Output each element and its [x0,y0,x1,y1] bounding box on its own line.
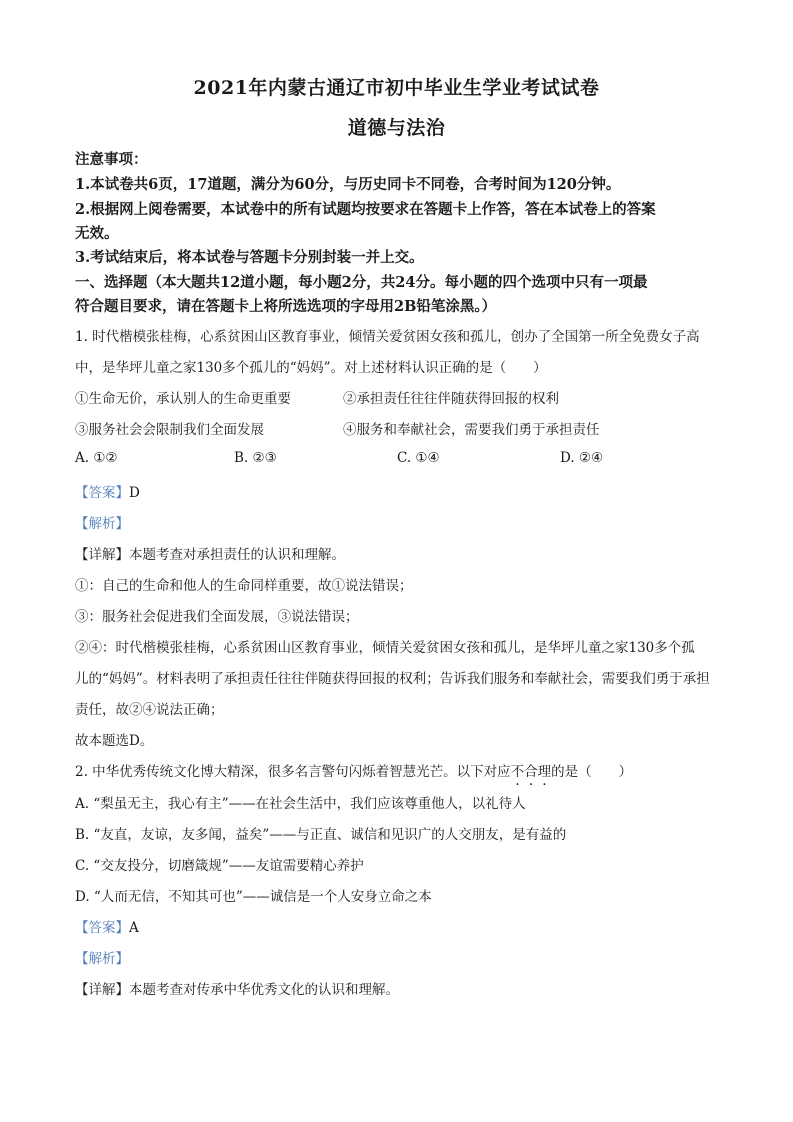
section-heading-line1: 一、选择题（本大题共12道小题，每小题2分，共24分。每小题的四个选项中只有一项最 [75,274,648,291]
detail-text: 本题考查对传承中华优秀文化的认识和理解。 [129,982,399,998]
q2-detail [75,978,399,998]
answer-tag: 【答案】 [75,485,129,501]
exam-title: 2021年内蒙古通辽市初中毕业生学业考试试卷 [193,77,600,99]
q1-explanation-3: ②④：时代楷模张桂梅，心系贫困山区教育事业，倾情关爱贫困女孩和孤儿，是华坪儿童之家130多个孤 [75,640,695,656]
q1-statement-2: ②承担责任往往伴随获得回报的权利 [343,391,559,407]
q1-stem-line2: 中，是华坪儿童之家130多个孤儿的“妈妈”。对上述材料认识正确的是（ ） [75,360,547,376]
q2-option-b: B. “友直，友谅，友多闻，益矣”——与正直、诚信和见识广的人交朋友，是有益的 [75,827,567,843]
q2-option-c: C. “交友投分，切磨箴规”——友谊需要精心养护 [75,858,364,874]
q2-emphasis-char-3: 理 [537,764,552,780]
notice-item-1: 1.本试卷共6页，17道题，满分为60分，与历史同卡不同卷，合考时间为120分钟。 [75,176,621,193]
q1-explanation-2: ③：服务社会促进我们全面发展，③说法错误； [75,609,359,625]
subject-title: 道德与法治 [347,117,446,139]
answer-value: A [129,920,139,936]
q2-emphasis-char-1: 不 [510,764,525,780]
q1-statement-3: ③服务社会会限制我们全面发展 [75,422,264,438]
detail-text: 本题考查对承担责任的认识和理解。 [129,547,345,563]
q1-stem-line1: 1. 时代楷模张桂梅，心系贫困山区教育事业，倾情关爱贫困女孩和孤儿，创办了全国第一所全免费女子高 [75,329,700,345]
q1-option-d: D. ②④ [560,450,604,466]
notice-item-2-cont: 无效。 [75,225,119,242]
q2-stem-before: 2. 中华优秀传统文化博大精深，很多名言警句闪烁着智慧光芒。以下对应 [75,764,511,780]
q2-analysis-tag [75,947,129,967]
q1-option-c: C. ①④ [397,450,440,466]
q1-detail [75,543,345,563]
section-heading-line2: 符合题目要求，请在答题卡上将所选选项的字母用2B铅笔涂黑。） [75,298,497,315]
notice-item-2: 2.根据网上阅卷需要，本试卷中的所有试题均按要求在答题卡上作答，答在本试卷上的答案 [75,201,656,218]
q1-explanation-5: 责任，故②④说法正确； [75,702,224,718]
q2-stem [75,760,632,780]
answer-tag: 【答案】 [75,920,129,936]
analysis-tag: 【解析】 [75,516,129,532]
q1-statement-1: ①生命无价，承认别人的生命更重要 [75,391,291,407]
q2-option-d: D. “人而无信，不知其可也”——诚信是一个人安身立命之本 [75,889,432,905]
q1-answer [75,481,140,501]
q2-option-a: A. “梨虽无主，我心有主”——在社会生活中，我们应该尊重他人，以礼待人 [75,796,526,812]
q1-analysis-tag [75,512,129,532]
detail-tag: 【详解】 [75,982,129,998]
q1-conclusion: 故本题选D。 [75,733,154,749]
q2-stem-after: 的是（ ） [551,764,633,780]
analysis-tag: 【解析】 [75,951,129,967]
q1-explanation-4: 儿的“妈妈”。材料表明了承担责任往往伴随获得回报的权利；告诉我们服务和奉献社会，需要我们勇于承担 [75,671,710,687]
notice-item-3: 3.考试结束后，将本试卷与答题卡分别封装一并上交。 [75,249,424,266]
notice-heading: 注意事项： [75,151,148,168]
q2-emphasis-char-2: 合 [524,764,538,780]
q1-option-b: B. ②③ [234,450,277,466]
q1-option-a: A. ①② [75,450,118,466]
q1-explanation-1: ①：自己的生命和他人的生命同样重要，故①说法错误； [75,578,413,594]
q1-statement-4: ④服务和奉献社会，需要我们勇于承担责任 [343,422,600,438]
detail-tag: 【详解】 [75,547,129,563]
q2-answer [75,916,139,936]
answer-value: D [129,485,140,501]
